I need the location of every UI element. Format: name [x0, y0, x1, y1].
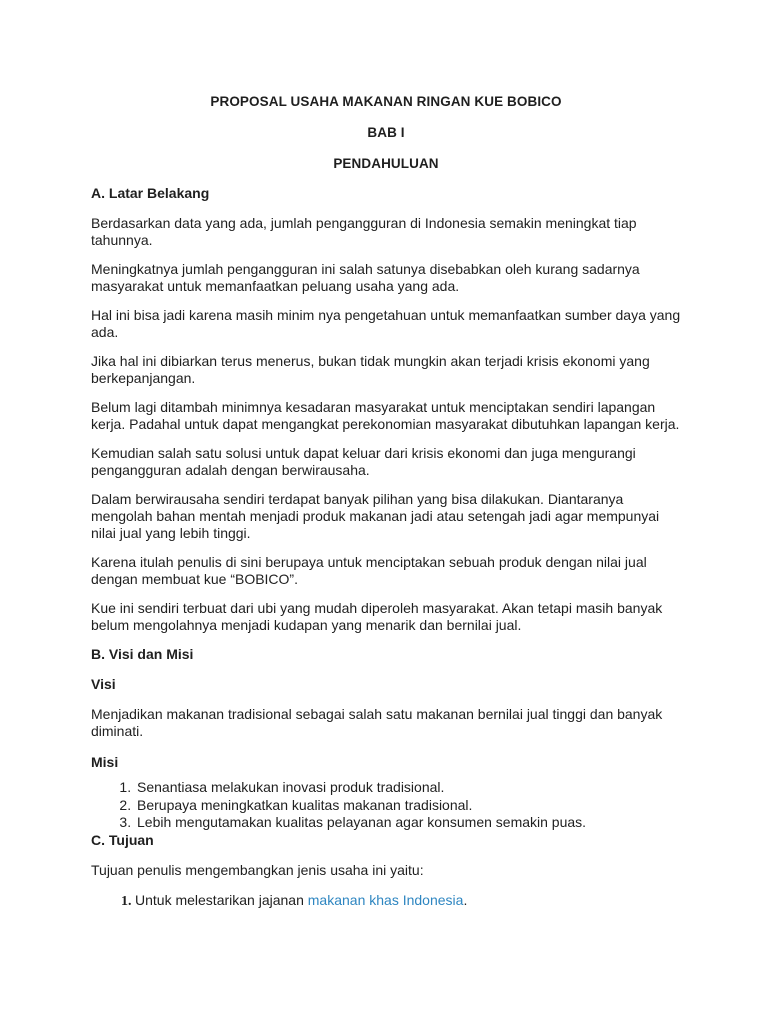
list-item-end: .: [463, 891, 468, 908]
paragraph: Karena itulah penulis di sini berupaya untuk menciptakan sebuah produk dengan nilai jual dengan membuat kue “BOBICO”.: [91, 554, 647, 587]
paragraph: Kue ini sendiri terbuat dari ubi yang mudah diperoleh masyarakat. Akan tetapi masih banyak belum mengolahnya menjadi kudapan yang menarik dan bernilai jual.: [91, 600, 663, 633]
paragraph: Meningkatnya jumlah pengangguran ini salah satunya disebabkan oleh kurang sadarnya masyarakat untuk memanfaatkan peluang usaha yang ada.: [91, 261, 640, 294]
misi-list: [91, 779, 681, 832]
document-title: PROPOSAL USAHA MAKANAN RINGAN KUE BOBICO: [210, 94, 562, 109]
tujuan-list: [91, 892, 681, 909]
document-body: [91, 93, 681, 909]
visi-text: Menjadikan makanan tradisional sebagai salah satu makanan bernilai jual tinggi dan banyak diminati.: [91, 706, 663, 739]
list-item: 2. Berupaya meningkatkan kualitas makanan tradisional.: [135, 797, 681, 815]
list-item: 1. Senantiasa melakukan inovasi produk tradisional.: [135, 779, 681, 797]
paragraph: Dalam berwirausaha sendiri terdapat banyak pilihan yang bisa dilakukan. Diantaranya mengolah bahan mentah menjadi produk makanan jadi atau setengah jadi agar mempunyai nilai jual yang lebih tinggi.: [91, 491, 660, 541]
section-c-heading: C. Tujuan: [91, 831, 154, 848]
paragraph: Belum lagi ditambah minimnya kesadaran masyarakat untuk menciptakan sendiri lapangan kerja. Padahal untuk dapat mengangkat perekonomian masyarakat dibutuhkan lapangan kerja.: [91, 399, 680, 432]
chapter-title: PENDAHULUAN: [333, 156, 439, 171]
paragraph: Jika hal ini dibiarkan terus menerus, bukan tidak mungkin akan terjadi krisis ekonomi yang berkepanjangan.: [91, 353, 650, 386]
makanan-khas-link[interactable]: makanan khas Indonesia: [307, 891, 464, 908]
list-item: 3. Lebih mengutamakan kualitas pelayanan agar konsumen semakin puas.: [135, 814, 681, 832]
paragraph: Berdasarkan data yang ada, jumlah pengangguran di Indonesia semakin meningkat tiap tahunnya.: [91, 215, 637, 248]
section-b-heading: B. Visi dan Misi: [91, 646, 194, 662]
misi-heading: Misi: [91, 754, 119, 770]
paragraph: Hal ini bisa jadi karena masih minim nya pengetahuan untuk memanfaatkan sumber daya yang ada.: [91, 307, 681, 340]
list-item: [135, 892, 681, 909]
visi-heading: Visi: [91, 676, 116, 692]
paragraph: Kemudian salah satu solusi untuk dapat keluar dari krisis ekonomi dan juga mengurangi pengangguran adalah dengan berwirausaha.: [91, 445, 636, 478]
list-item-text: Untuk melestarikan jajanan: [135, 891, 308, 908]
chapter-label: BAB I: [367, 125, 405, 140]
tujuan-intro: Tujuan penulis mengembangkan jenis usaha ini yaitu:: [91, 861, 424, 878]
section-a-heading: A. Latar Belakang: [91, 185, 210, 201]
